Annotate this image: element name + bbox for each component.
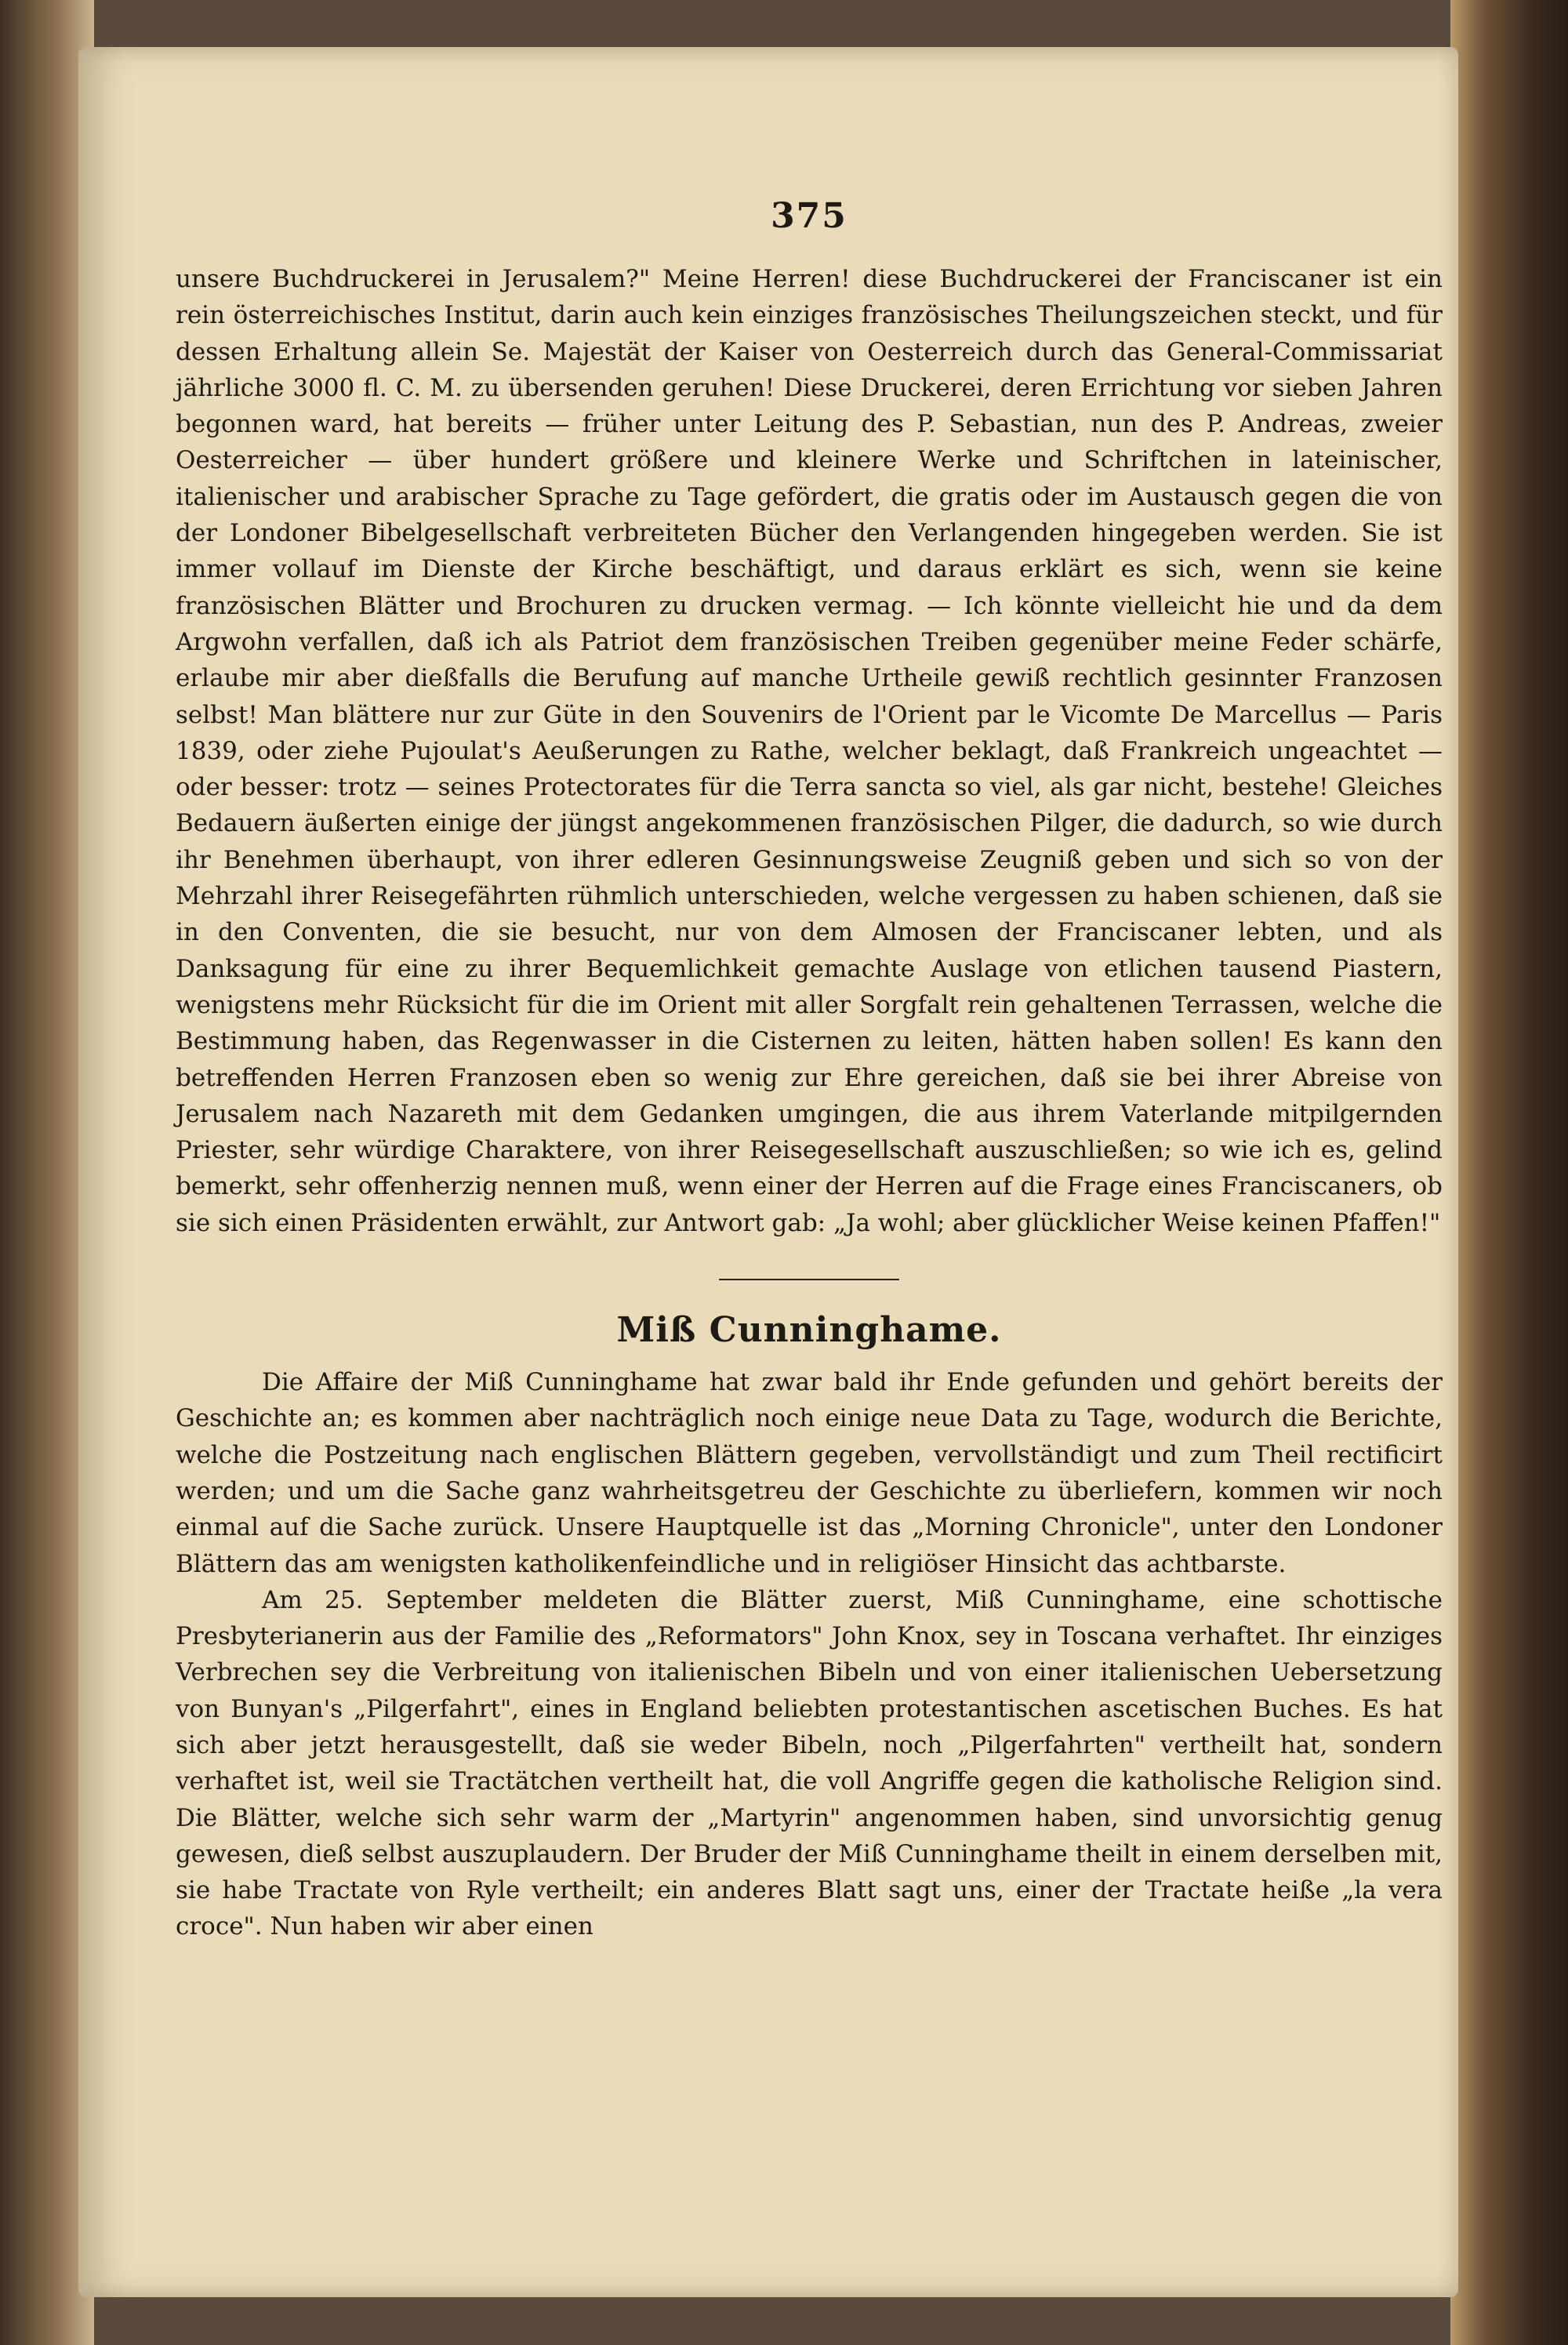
book-page — [78, 47, 1458, 2297]
section-title: Miß Cunninghame. — [616, 1310, 1002, 1351]
article2-paragraph-2: Am 25. September meldeten die Blätter zuerst, Miß Cunninghame, eine schottische Presbyterianerin aus der Familie des „Reformators" John Knox, sey in Toscana verhaftet. Ihr einziges Verbrechen sey die Verbreitung von italienischen Bibeln und von einer italienischen Uebersetzung von Bunyan's „Pilgerfahrt", eines in England beliebten protestantischen ascetischen Buches. Es hat sich aber jetzt herausgestellt, daß sie weder Bibeln, noch „Pilgerfahrten" vertheilt hat, sondern verhaftet ist, weil sie Tractätchen vertheilt hat, die voll Angriffe gegen die katholische Religion sind. Die Blätter, welche sich sehr warm der „Martyrin" angenommen haben, sind unvorsichtig genug gewesen, dieß selbst auszuplaudern. Der Bruder der Miß Cunninghame theilt in einem derselben mit, sie habe Tractate von Ryle vertheilt; ein anderes Blatt sagt uns, einer der Tractate heiße „la vera croce". Nun haben wir aber einen — [176, 1585, 1443, 1941]
page-content — [176, 196, 1443, 1945]
article2-paragraph-1: Die Affaire der Miß Cunninghame hat zwar bald ihr Ende gefunden und gehört bereits der Geschichte an; es kommen aber nachträglich noch einige neue Data zu Tage, wodurch die Berichte, welche die Postzeitung nach englischen Blättern gegeben, vervollständigt und zum Theil rectificirt werden; und um die Sache ganz wahrheitsgetreu der Geschichte zu überliefern, kommen wir noch einmal auf die Sache zurück. Unsere Hauptquelle ist das „Morning Chronicle", unter den Londoner Blättern das am wenigsten katholikenfeindliche und in religiöser Hinsicht das achtbarste. — [176, 1368, 1443, 1578]
book-cover-edge — [1450, 0, 1568, 2345]
section-divider — [719, 1279, 899, 1280]
page-number: 375 — [771, 196, 848, 236]
article1-text: unsere Buchdruckerei in Jerusalem?" Meine Herren! diese Buchdruckerei der Franciscaner ist ein rein österreichisches Institut, darin auch kein einziges französisches Theilungszeichen steckt, und für dessen Erhaltung allein Se. Majestät der Kaiser von Oesterreich durch das General-Commissariat jährliche 3000 fl. C. M. zu übersenden geruhen! Diese Druckerei, deren Errichtung vor sieben Jahren begonnen ward, hat bereits — früher unter Leitung des P. Sebastian, nun des P. Andreas, zweier Oesterreicher — über hundert größere und kleinere Werke und Schriftchen in lateinischer, italienischer und arabischer Sprache zu Tage gefördert, die gratis oder im Austausch gegen die von der Londoner Bibelgesellschaft verbreiteten Bücher den Verlangenden hingegeben werden. Sie ist immer vollauf im Dienste der Kirche beschäftigt, und daraus erklärt es sich, wenn sie keine französischen Blätter und Brochuren zu drucken vermag. — Ich könnte vielleicht hie und da dem Argwohn verfallen, daß ich als Patriot dem französischen Treiben gegenüber meine Feder schärfe, erlaube mir aber dießfalls die Berufung auf manche Urtheile gewiß rechtlich gesinnter Franzosen selbst! Man blättere nur zur Güte in den Souvenirs de l'Orient par le Vicomte De Marcellus — Paris 1839, oder ziehe Pujoulat's Aeußerungen zu Rathe, welcher beklagt, daß Frankreich ungeachtet — oder besser: trotz — seines Protectorates für die Terra sancta so viel, als gar nicht, bestehe! Gleiches Bedauern äußerten einige der jüngst angekommenen französischen Pilger, die dadurch, so wie durch ihr Benehmen überhaupt, von ihrer edleren Gesinnungsweise Zeugniß geben und sich so von der Mehrzahl ihrer Reisegefährten rühmlich unterschieden, welche vergessen zu haben schienen, daß sie in den Conventen, die sie besucht, nur von dem Almosen der Franciscaner lebten, und als Danksagung für eine zu ihrer Bequemlichkeit gemachte Auslage von etlichen tausend Piastern, wenigstens mehr Rücksicht für die im Orient mit aller Sorgfalt rein gehaltenen Terrassen, welche die Bestimmung haben, das Regenwasser in die Cisternen zu leiten, hätten haben sollen! Es kann den betreffenden Herren Franzosen eben so wenig zur Ehre gereichen, daß sie bei ihrer Abreise von Jerusalem nach Nazareth mit dem Gedanken umgingen, die aus ihrem Vaterlande mitpilgernden Priester, sehr würdige Charaktere, von ihrer Reisegesellschaft auszuschließen; so wie ich es, gelind bemerkt, sehr offenherzig nennen muß, wenn einer der Herren auf die Frage eines Franciscaners, ob sie sich einen Präsidenten erwählt, zur Antwort gab: „Ja wohl; aber glücklicher Weise keinen Pfaffen!" — [176, 265, 1443, 1237]
